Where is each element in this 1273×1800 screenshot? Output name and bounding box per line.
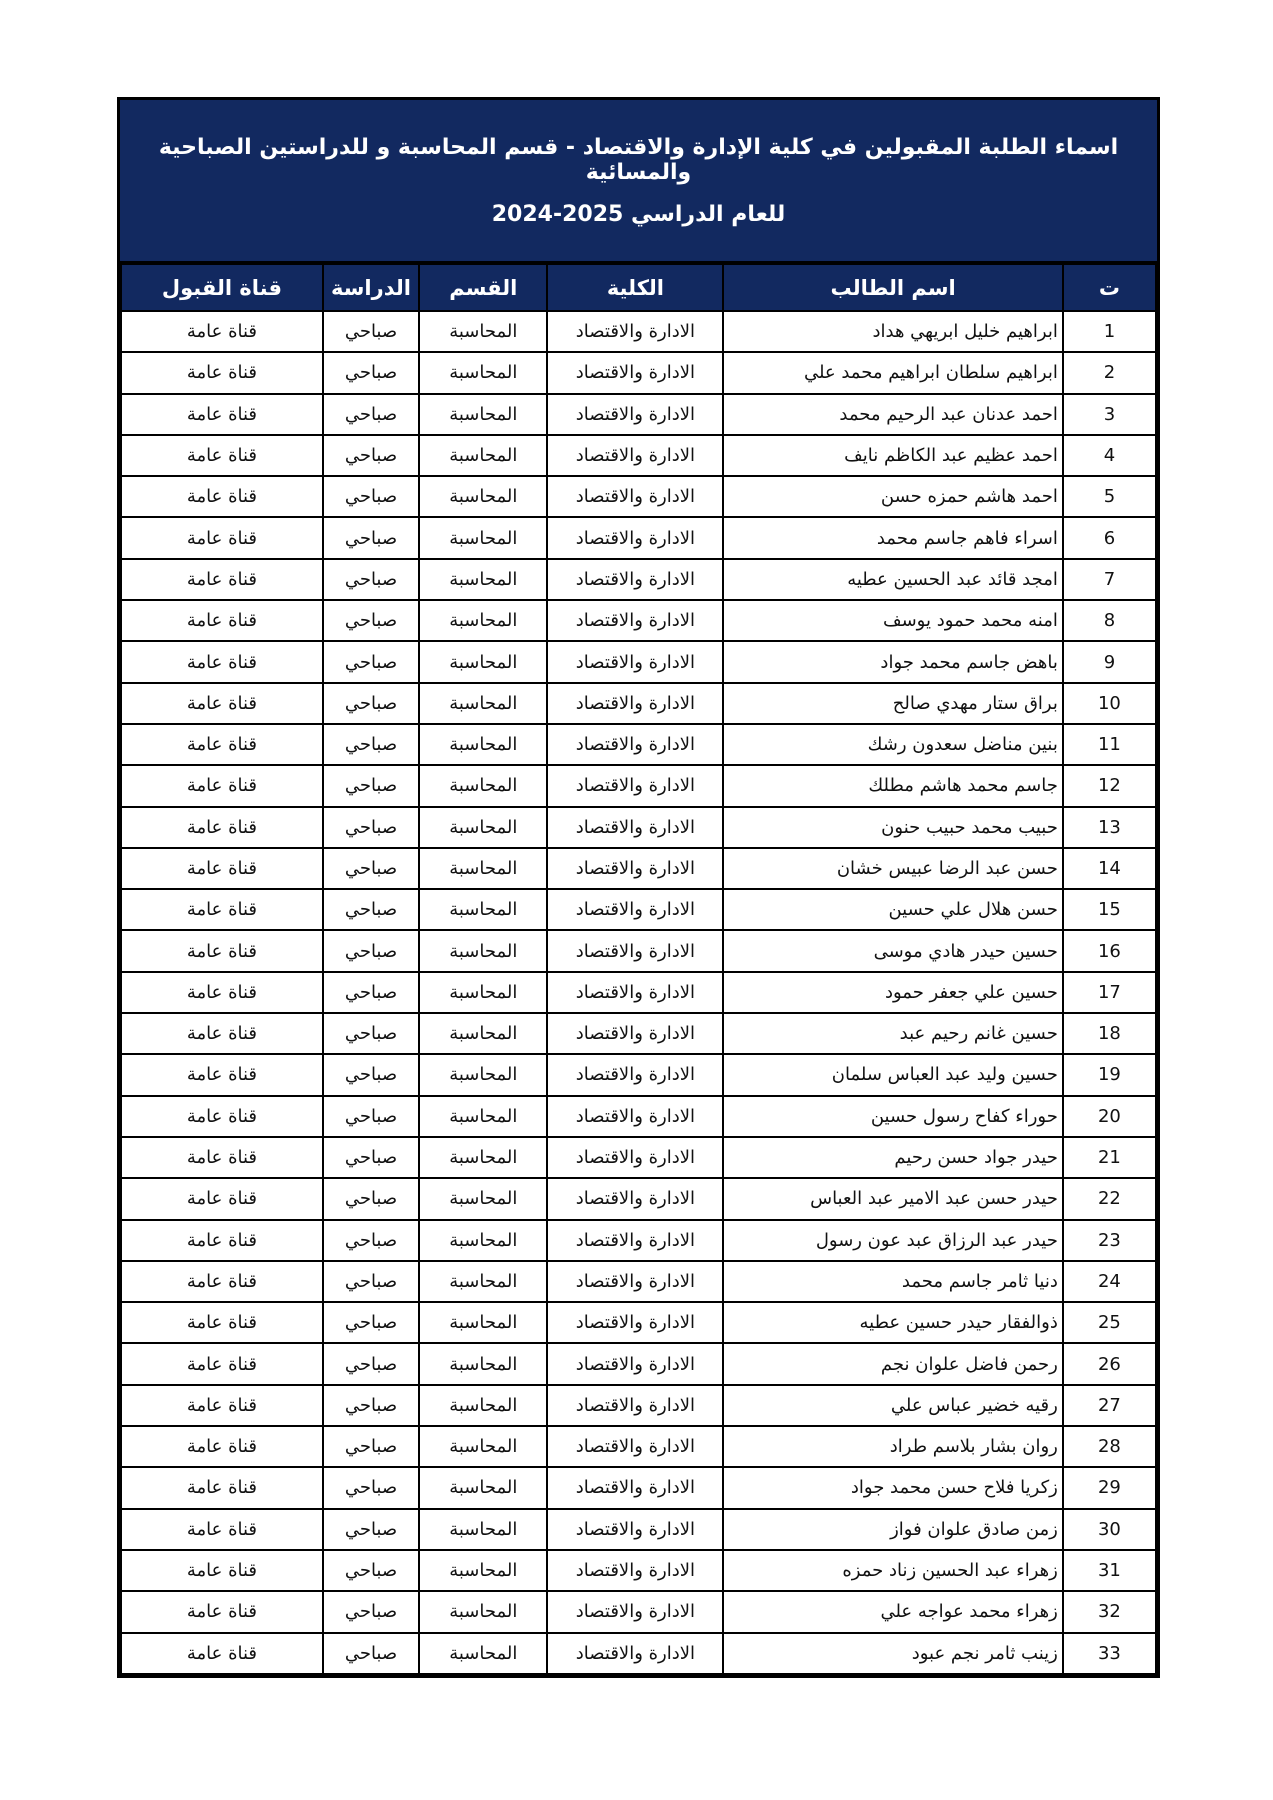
table-row [121, 1426, 1156, 1467]
cell-admission-channel: قناة عامة [121, 1633, 323, 1674]
cell-study-type: صباحي [323, 1343, 419, 1384]
cell-department: المحاسبة [419, 1509, 547, 1550]
table-row [121, 1509, 1156, 1550]
cell-college: الادارة والاقتصاد [547, 1220, 723, 1261]
cell-admission-channel: قناة عامة [121, 1467, 323, 1508]
table-row [121, 1467, 1156, 1508]
cell-admission-channel: قناة عامة [121, 1096, 323, 1137]
cell-student-name: دنيا ثامر جاسم محمد [723, 1261, 1062, 1302]
cell-index: 31 [1063, 1550, 1156, 1591]
cell-admission-channel: قناة عامة [121, 641, 323, 682]
cell-index: 25 [1063, 1302, 1156, 1343]
cell-college: الادارة والاقتصاد [547, 724, 723, 765]
table-row [121, 1591, 1156, 1632]
cell-admission-channel: قناة عامة [121, 1302, 323, 1343]
cell-student-name: حوراء كفاح رسول حسين [723, 1096, 1062, 1137]
cell-admission-channel: قناة عامة [121, 930, 323, 971]
cell-department: المحاسبة [419, 930, 547, 971]
cell-study-type: صباحي [323, 848, 419, 889]
cell-student-name: حيدر جواد حسن رحيم [723, 1137, 1062, 1178]
cell-index: 30 [1063, 1509, 1156, 1550]
table-row [121, 1054, 1156, 1095]
cell-index: 21 [1063, 1137, 1156, 1178]
cell-department: المحاسبة [419, 972, 547, 1013]
cell-study-type: صباحي [323, 972, 419, 1013]
cell-college: الادارة والاقتصاد [547, 848, 723, 889]
col-header-name: اسم الطالب [723, 264, 1062, 311]
cell-study-type: صباحي [323, 476, 419, 517]
cell-student-name: ابراهيم سلطان ابراهيم محمد علي [723, 352, 1062, 393]
cell-department: المحاسبة [419, 807, 547, 848]
cell-student-name: حسين حيدر هادي موسى [723, 930, 1062, 971]
cell-study-type: صباحي [323, 1096, 419, 1137]
cell-department: المحاسبة [419, 641, 547, 682]
table-row [121, 311, 1156, 352]
cell-study-type: صباحي [323, 352, 419, 393]
cell-index: 10 [1063, 683, 1156, 724]
students-table [120, 263, 1157, 1675]
cell-department: المحاسبة [419, 1550, 547, 1591]
cell-student-name: احمد عدنان عبد الرحيم محمد [723, 394, 1062, 435]
cell-study-type: صباحي [323, 724, 419, 765]
col-header-study: الدراسة [323, 264, 419, 311]
cell-college: الادارة والاقتصاد [547, 1633, 723, 1674]
cell-department: المحاسبة [419, 1343, 547, 1384]
cell-department: المحاسبة [419, 1054, 547, 1095]
cell-index: 22 [1063, 1178, 1156, 1219]
cell-index: 7 [1063, 559, 1156, 600]
table-row [121, 683, 1156, 724]
cell-study-type: صباحي [323, 1302, 419, 1343]
cell-student-name: زهراء محمد عواجه علي [723, 1591, 1062, 1632]
cell-admission-channel: قناة عامة [121, 311, 323, 352]
cell-student-name: حسين غانم رحيم عبد [723, 1013, 1062, 1054]
table-row [121, 1013, 1156, 1054]
cell-student-name: زمن صادق علوان فواز [723, 1509, 1062, 1550]
cell-student-name: باهض جاسم محمد جواد [723, 641, 1062, 682]
cell-student-name: بنين مناضل سعدون رشك [723, 724, 1062, 765]
cell-department: المحاسبة [419, 311, 547, 352]
cell-admission-channel: قناة عامة [121, 1426, 323, 1467]
cell-index: 9 [1063, 641, 1156, 682]
cell-department: المحاسبة [419, 1302, 547, 1343]
cell-department: المحاسبة [419, 1137, 547, 1178]
cell-study-type: صباحي [323, 807, 419, 848]
cell-admission-channel: قناة عامة [121, 1261, 323, 1302]
cell-study-type: صباحي [323, 1385, 419, 1426]
table-row [121, 807, 1156, 848]
cell-index: 28 [1063, 1426, 1156, 1467]
col-header-dept: القسم [419, 264, 547, 311]
cell-department: المحاسبة [419, 1178, 547, 1219]
cell-college: الادارة والاقتصاد [547, 1385, 723, 1426]
table-row [121, 1633, 1156, 1674]
cell-college: الادارة والاقتصاد [547, 1509, 723, 1550]
cell-admission-channel: قناة عامة [121, 889, 323, 930]
cell-college: الادارة والاقتصاد [547, 807, 723, 848]
table-row [121, 476, 1156, 517]
cell-college: الادارة والاقتصاد [547, 1178, 723, 1219]
cell-department: المحاسبة [419, 435, 547, 476]
cell-study-type: صباحي [323, 1220, 419, 1261]
cell-index: 16 [1063, 930, 1156, 971]
cell-admission-channel: قناة عامة [121, 1591, 323, 1632]
cell-department: المحاسبة [419, 1013, 547, 1054]
cell-department: المحاسبة [419, 559, 547, 600]
table-row [121, 394, 1156, 435]
cell-college: الادارة والاقتصاد [547, 435, 723, 476]
cell-student-name: امجد قائد عبد الحسين عطيه [723, 559, 1062, 600]
cell-student-name: حسين علي جعفر حمود [723, 972, 1062, 1013]
cell-index: 26 [1063, 1343, 1156, 1384]
cell-college: الادارة والاقتصاد [547, 517, 723, 558]
cell-admission-channel: قناة عامة [121, 1013, 323, 1054]
cell-admission-channel: قناة عامة [121, 683, 323, 724]
cell-study-type: صباحي [323, 1467, 419, 1508]
admission-list-document [117, 97, 1160, 1678]
cell-index: 23 [1063, 1220, 1156, 1261]
cell-department: المحاسبة [419, 848, 547, 889]
cell-study-type: صباحي [323, 1261, 419, 1302]
student-rows [121, 311, 1156, 1674]
cell-department: المحاسبة [419, 600, 547, 641]
col-header-index: ت [1063, 264, 1156, 311]
cell-index: 14 [1063, 848, 1156, 889]
cell-department: المحاسبة [419, 476, 547, 517]
cell-study-type: صباحي [323, 1054, 419, 1095]
document-title-line2: للعام الدراسي 2025-2024 [491, 201, 786, 227]
cell-student-name: جاسم محمد هاشم مطلك [723, 765, 1062, 806]
cell-admission-channel: قناة عامة [121, 1385, 323, 1426]
table-row [121, 848, 1156, 889]
cell-department: المحاسبة [419, 352, 547, 393]
cell-college: الادارة والاقتصاد [547, 1467, 723, 1508]
table-row [121, 1261, 1156, 1302]
cell-college: الادارة والاقتصاد [547, 1054, 723, 1095]
cell-index: 15 [1063, 889, 1156, 930]
cell-study-type: صباحي [323, 1178, 419, 1219]
cell-study-type: صباحي [323, 435, 419, 476]
cell-index: 6 [1063, 517, 1156, 558]
table-row [121, 435, 1156, 476]
cell-admission-channel: قناة عامة [121, 1137, 323, 1178]
cell-admission-channel: قناة عامة [121, 848, 323, 889]
cell-study-type: صباحي [323, 683, 419, 724]
cell-admission-channel: قناة عامة [121, 517, 323, 558]
cell-college: الادارة والاقتصاد [547, 683, 723, 724]
table-row [121, 1137, 1156, 1178]
cell-college: الادارة والاقتصاد [547, 1013, 723, 1054]
cell-index: 20 [1063, 1096, 1156, 1137]
cell-study-type: صباحي [323, 1426, 419, 1467]
cell-study-type: صباحي [323, 600, 419, 641]
cell-student-name: زكريا فلاح حسن محمد جواد [723, 1467, 1062, 1508]
cell-index: 2 [1063, 352, 1156, 393]
cell-college: الادارة والاقتصاد [547, 889, 723, 930]
cell-department: المحاسبة [419, 724, 547, 765]
cell-study-type: صباحي [323, 394, 419, 435]
cell-student-name: ابراهيم خليل ابريهي هداد [723, 311, 1062, 352]
cell-index: 18 [1063, 1013, 1156, 1054]
cell-study-type: صباحي [323, 930, 419, 971]
table-row [121, 972, 1156, 1013]
table-row [121, 930, 1156, 971]
cell-admission-channel: قناة عامة [121, 1550, 323, 1591]
cell-college: الادارة والاقتصاد [547, 1096, 723, 1137]
cell-student-name: حيدر حسن عبد الامير عبد العباس [723, 1178, 1062, 1219]
table-row [121, 1302, 1156, 1343]
table-row [121, 765, 1156, 806]
cell-study-type: صباحي [323, 1137, 419, 1178]
cell-index: 11 [1063, 724, 1156, 765]
cell-index: 12 [1063, 765, 1156, 806]
cell-student-name: حسن هلال علي حسين [723, 889, 1062, 930]
cell-study-type: صباحي [323, 517, 419, 558]
cell-index: 13 [1063, 807, 1156, 848]
cell-index: 1 [1063, 311, 1156, 352]
cell-admission-channel: قناة عامة [121, 1343, 323, 1384]
cell-study-type: صباحي [323, 1591, 419, 1632]
cell-admission-channel: قناة عامة [121, 352, 323, 393]
table-row [121, 1096, 1156, 1137]
cell-department: المحاسبة [419, 1467, 547, 1508]
cell-student-name: اسراء فاهم جاسم محمد [723, 517, 1062, 558]
cell-student-name: احمد عظيم عبد الكاظم نايف [723, 435, 1062, 476]
cell-student-name: حسن عبد الرضا عبيس خشان [723, 848, 1062, 889]
cell-college: الادارة والاقتصاد [547, 641, 723, 682]
cell-index: 32 [1063, 1591, 1156, 1632]
cell-college: الادارة والاقتصاد [547, 930, 723, 971]
cell-department: المحاسبة [419, 683, 547, 724]
cell-college: الادارة والاقتصاد [547, 765, 723, 806]
cell-admission-channel: قناة عامة [121, 972, 323, 1013]
cell-student-name: حيدر عبد الرزاق عبد عون رسول [723, 1220, 1062, 1261]
col-header-channel: قناة القبول [121, 264, 323, 311]
cell-admission-channel: قناة عامة [121, 1509, 323, 1550]
cell-study-type: صباحي [323, 889, 419, 930]
cell-department: المحاسبة [419, 1220, 547, 1261]
cell-department: المحاسبة [419, 517, 547, 558]
cell-college: الادارة والاقتصاد [547, 476, 723, 517]
cell-college: الادارة والاقتصاد [547, 1302, 723, 1343]
col-header-college: الكلية [547, 264, 723, 311]
table-row [121, 1385, 1156, 1426]
cell-college: الادارة والاقتصاد [547, 600, 723, 641]
cell-department: المحاسبة [419, 1426, 547, 1467]
cell-index: 8 [1063, 600, 1156, 641]
cell-department: المحاسبة [419, 889, 547, 930]
table-row [121, 641, 1156, 682]
cell-index: 24 [1063, 1261, 1156, 1302]
cell-college: الادارة والاقتصاد [547, 1426, 723, 1467]
cell-college: الادارة والاقتصاد [547, 1550, 723, 1591]
cell-admission-channel: قناة عامة [121, 600, 323, 641]
cell-college: الادارة والاقتصاد [547, 559, 723, 600]
cell-department: المحاسبة [419, 1385, 547, 1426]
document-title-line1: اسماء الطلبة المقبولين في كلية الإدارة والاقتصاد - قسم المحاسبة و للدراستين الصباحية والمسائية [158, 134, 1119, 185]
cell-college: الادارة والاقتصاد [547, 352, 723, 393]
cell-study-type: صباحي [323, 559, 419, 600]
cell-student-name: احمد هاشم حمزه حسن [723, 476, 1062, 517]
cell-student-name: زهراء عبد الحسين زناد حمزه [723, 1550, 1062, 1591]
cell-admission-channel: قناة عامة [121, 394, 323, 435]
cell-study-type: صباحي [323, 1550, 419, 1591]
cell-admission-channel: قناة عامة [121, 724, 323, 765]
cell-college: الادارة والاقتصاد [547, 394, 723, 435]
cell-student-name: رحمن فاضل علوان نجم [723, 1343, 1062, 1384]
cell-student-name: حسين وليد عبد العباس سلمان [723, 1054, 1062, 1095]
cell-student-name: حبيب محمد حبيب حنون [723, 807, 1062, 848]
table-row [121, 1178, 1156, 1219]
cell-admission-channel: قناة عامة [121, 1054, 323, 1095]
cell-student-name: براق ستار مهدي صالح [723, 683, 1062, 724]
cell-admission-channel: قناة عامة [121, 1220, 323, 1261]
table-row [121, 559, 1156, 600]
cell-department: المحاسبة [419, 1633, 547, 1674]
cell-student-name: رقيه خضير عباس علي [723, 1385, 1062, 1426]
cell-admission-channel: قناة عامة [121, 765, 323, 806]
cell-department: المحاسبة [419, 1261, 547, 1302]
table-row [121, 889, 1156, 930]
cell-index: 5 [1063, 476, 1156, 517]
cell-student-name: امنه محمد حمود يوسف [723, 600, 1062, 641]
cell-index: 19 [1063, 1054, 1156, 1095]
cell-study-type: صباحي [323, 641, 419, 682]
table-row [121, 517, 1156, 558]
cell-department: المحاسبة [419, 765, 547, 806]
document-title-block [120, 100, 1157, 263]
cell-study-type: صباحي [323, 1633, 419, 1674]
cell-college: الادارة والاقتصاد [547, 1343, 723, 1384]
cell-index: 3 [1063, 394, 1156, 435]
cell-student-name: روان بشار بلاسم طراد [723, 1426, 1062, 1467]
table-row [121, 1343, 1156, 1384]
cell-admission-channel: قناة عامة [121, 435, 323, 476]
cell-college: الادارة والاقتصاد [547, 1591, 723, 1632]
cell-student-name: زينب ثامر نجم عبود [723, 1633, 1062, 1674]
cell-study-type: صباحي [323, 1013, 419, 1054]
cell-index: 27 [1063, 1385, 1156, 1426]
cell-college: الادارة والاقتصاد [547, 1261, 723, 1302]
cell-index: 33 [1063, 1633, 1156, 1674]
table-row [121, 1220, 1156, 1261]
cell-study-type: صباحي [323, 1509, 419, 1550]
cell-admission-channel: قناة عامة [121, 1178, 323, 1219]
table-row [121, 724, 1156, 765]
cell-admission-channel: قناة عامة [121, 807, 323, 848]
cell-college: الادارة والاقتصاد [547, 311, 723, 352]
cell-department: المحاسبة [419, 394, 547, 435]
table-row [121, 352, 1156, 393]
table-row [121, 1550, 1156, 1591]
cell-study-type: صباحي [323, 311, 419, 352]
cell-college: الادارة والاقتصاد [547, 972, 723, 1013]
cell-admission-channel: قناة عامة [121, 476, 323, 517]
table-row [121, 600, 1156, 641]
table-header-row [121, 264, 1156, 311]
cell-student-name: ذوالفقار حيدر حسين عطيه [723, 1302, 1062, 1343]
cell-department: المحاسبة [419, 1591, 547, 1632]
cell-college: الادارة والاقتصاد [547, 1137, 723, 1178]
cell-index: 4 [1063, 435, 1156, 476]
cell-index: 17 [1063, 972, 1156, 1013]
cell-department: المحاسبة [419, 1096, 547, 1137]
cell-study-type: صباحي [323, 765, 419, 806]
cell-index: 29 [1063, 1467, 1156, 1508]
cell-admission-channel: قناة عامة [121, 559, 323, 600]
